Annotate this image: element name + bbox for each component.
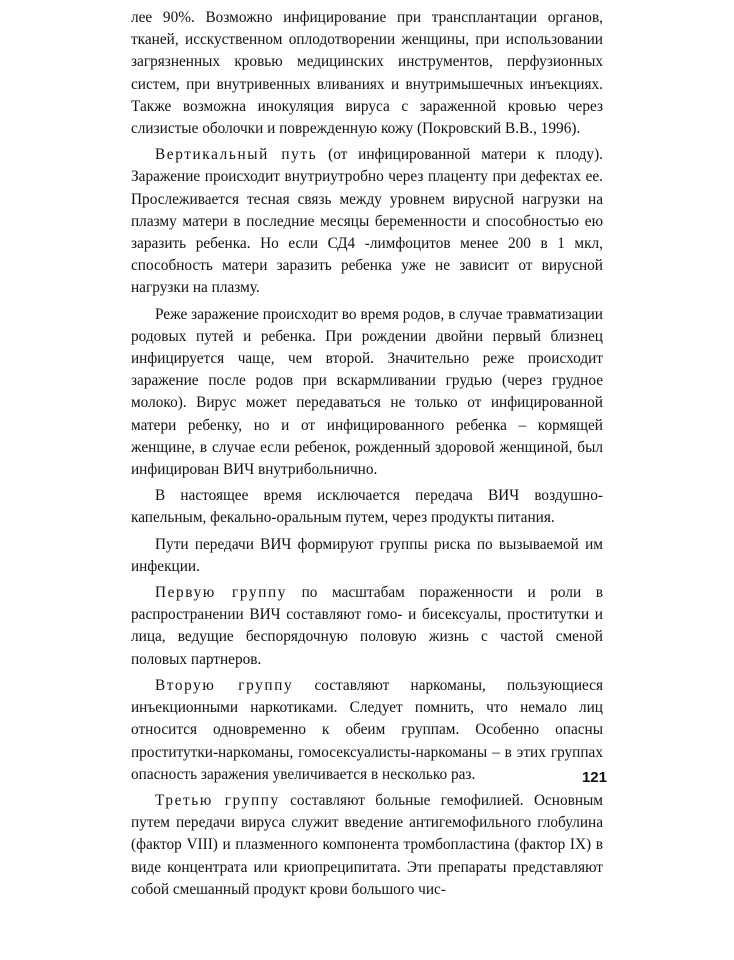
paragraph-text: составляют наркоманы, пользующиеся инъекционными наркотиками. Следует помнить, что немало лиц относится одновременно к обеим группам. Особенно опасны проститутки-наркоманы, гомосексуалисты-наркоманы – в этих группах опасность заражения увеличивается в несколько раз. [131, 676, 603, 783]
paragraph-childbirth-infection [131, 304, 603, 482]
paragraph-text: Пути передачи ВИЧ формируют группы риска по вызываемой им инфекции. [131, 535, 603, 575]
paragraph-text: составляют больные гемофилией. Основным путем передачи вируса служит введение антигемофильного глобулина (фактор VIII) и плазменного компонента тромбопластина (фактор IX) в виде концентрата или криопреципитата. Эти препараты представляют собой смешанный продукт крови большого чис- [131, 791, 603, 898]
paragraph-lead-term: Первую группу [155, 584, 288, 602]
paragraph-lead-term: Вторую группу [155, 676, 294, 694]
paragraph-second-group [131, 675, 603, 786]
page-number: 121 [581, 769, 607, 786]
paragraph-text: (от инфицированной матери к плоду). Заражение происходит внутриутробно через плаценту при дефектах ее. Прослеживается тесная связь между уровнем вирусной нагрузки на плазму матери в последние месяцы беременности и способностью ею заразить ребенка. Но если СД4 -лимфоцитов менее 200 в 1 мкл, способность матери заразить ребенка уже не зависит от вирусной нагрузки на плазму. [131, 146, 603, 297]
paragraph-text: Реже заражение происходит во время родов, в случае травматизации родовых путей и ребенка. При рождении двойни первый близнец инфицируется чаще, чем второй. Значительно реже происходит заражение после родов при вскармливании грудью (через грудное молоко). Вирус может передаваться не только от инфицированной матери ребенку, но и от инфицированного ребенка – кормящей женщине, в случае если ребенок, рожденный здоровой женщиной, был инфицирован ВИЧ внутрибольнично. [131, 305, 603, 479]
paragraph-first-group [131, 582, 603, 671]
paragraph-third-group [131, 790, 603, 901]
paragraph-text: В настоящее время исключается передача ВИЧ воздушно-капельным, фекально-оральным путем, через продукты питания. [131, 487, 603, 527]
body-text [131, 7, 603, 905]
paragraph-lead-term: Третью группу [155, 791, 280, 809]
paragraph-vertical-route [131, 144, 603, 299]
paragraph-continuation [131, 7, 603, 140]
paragraph-lead-term: Вертикальный путь [155, 146, 318, 164]
paragraph-text: по масштабам пораженности и роли в распространении ВИЧ составляют гомо- и бисексуалы, проститутки и лица, ведущие беспорядочную половую жизнь с частой сменой половых партнеров. [131, 584, 603, 668]
paragraph-risk-groups [131, 534, 603, 578]
paragraph-text: лее 90%. Возможно инфицирование при трансплантации органов, тканей, исскуственном оплодотворении женщины, при использовании загрязненных кровью медицинских инструментов, перфузионных систем, при внутривенных вливаниях и внутримышечных инъекциях. Также возможна инокуляция вируса с зараженной кровью через слизистые оболочки и поврежденную кожу (Покровский В.В., 1996). [131, 9, 603, 138]
paragraph-excluded-routes [131, 485, 603, 529]
